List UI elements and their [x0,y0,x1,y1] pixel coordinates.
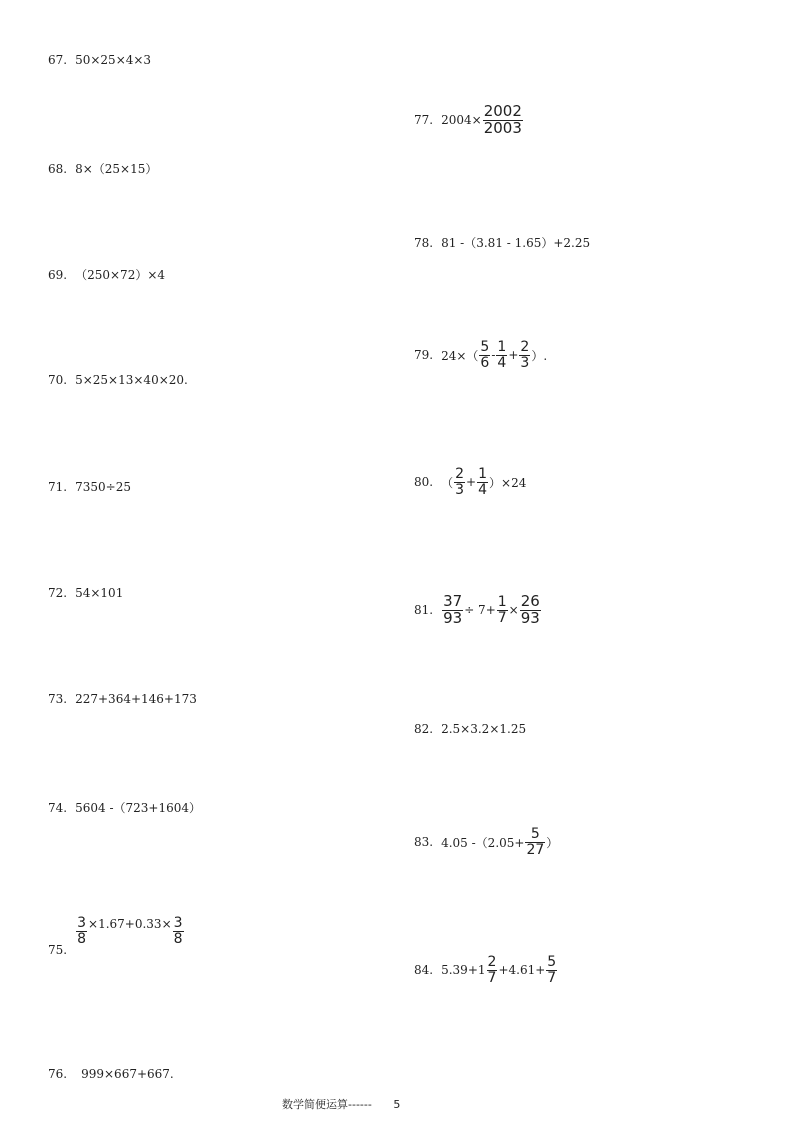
fraction: $\frac{37}{93}$ [443,592,463,627]
problem-number: 75. [48,943,68,957]
fraction: $\frac{2}{3}$ [520,339,530,371]
problem-80 [414,467,526,497]
problem-77 [414,104,524,137]
problem-84 [414,955,558,985]
problem-expression: 5×25×13×40×20. [75,373,188,387]
problem-expression: （250×72）×4 [75,268,166,282]
problem-expression: 227+364+146+173 [75,692,197,706]
problem-expression: （ $\frac{2}{3}$ + $\frac{1}{4}$ ）×24 [441,466,527,498]
fraction: $\frac{2002}{2003}$ [483,102,522,137]
problem-81 [414,594,542,627]
fraction: $\frac{5}{6}$ [480,339,490,371]
problem-number: 73. [48,692,68,706]
problem-75 [48,905,185,957]
problem-number: 74. [48,800,68,815]
problem-72 [48,586,123,600]
page-number: 5 [393,1098,401,1111]
problem-number: 84. [414,963,434,978]
problem-70 [48,373,188,387]
fraction: $\frac{3}{8}$ [77,914,87,947]
problem-number: 80. [414,475,434,490]
problem-number: 71. [48,480,68,494]
problem-67 [48,53,151,67]
fraction: $\frac{1}{4}$ [497,339,507,371]
problem-expression: 81 -（3.81 - 1.65）+2.25 [441,236,591,250]
problem-expression: 50×25×4×3 [75,53,152,67]
problem-expression: 2.5×3.2×1.25 [441,722,527,736]
problem-number: 79. [414,348,434,363]
page-footer [282,1096,400,1112]
fraction: $\frac{5}{27}$ [526,826,545,858]
problem-number: 82. [414,722,434,736]
problem-83 [414,827,558,857]
fraction: $\frac{1}{7}$ [497,594,507,626]
problem-71 [48,480,131,494]
problem-number: 77. [414,113,434,128]
problem-number: 76. [48,1067,68,1081]
problem-76 [48,1067,174,1081]
fraction: $\frac{2}{7}$ [487,954,497,986]
problem-expression: 24×（ $\frac{5}{6}$ - $\frac{1}{4}$ + $\frac{2}{3}$ ）. [441,339,548,371]
problem-number: 72. [48,586,68,600]
problem-number: 69. [48,267,68,282]
problem-82 [414,722,526,736]
problem-number: 70. [48,373,68,387]
problem-68 [48,160,157,177]
problem-number: 81. [414,603,434,618]
fraction: $\frac{26}{93}$ [520,592,540,627]
footer-title: 数学简便运算------ [282,1098,372,1111]
problem-number: 78. [414,235,434,250]
problem-expression: 54×101 [75,586,124,600]
problem-expression: 4.05 -（2.05+ $\frac{5}{27}$ ） [441,826,559,858]
problem-expression: 8×（25×15） [75,162,158,176]
problem-number: 68. [48,161,68,176]
problem-79 [414,340,547,370]
fraction: $\frac{3}{8}$ [173,914,183,947]
problem-number: 83. [414,835,434,850]
problem-expression: 5604 -（723+1604） [75,801,202,815]
problem-78 [414,234,590,251]
fraction: $\frac{5}{7}$ [547,954,557,986]
problem-number: 67. [48,53,68,67]
problem-expression: 999×667+667. [81,1067,174,1081]
problem-expression: 5.39+1 $\frac{2}{7}$ +4.61+ $\frac{5}{7}$ [441,954,557,986]
problem-expression: $\frac{37}{93}$ ÷ 7+ $\frac{1}{7}$ × $\frac{26}{93}$ [443,592,540,627]
problem-expression: 2004× $\frac{2002}{2003}$ [441,102,522,137]
problem-73 [48,692,197,706]
problem-expression: $\frac{3}{8}$ ×1.67+0.33× $\frac{3}{8}$ [77,914,183,947]
problem-expression: 7350÷25 [75,480,131,494]
problem-74 [48,799,201,816]
fraction: $\frac{1}{4}$ [478,466,488,498]
problem-69 [48,266,165,283]
fraction: $\frac{2}{3}$ [455,466,465,498]
